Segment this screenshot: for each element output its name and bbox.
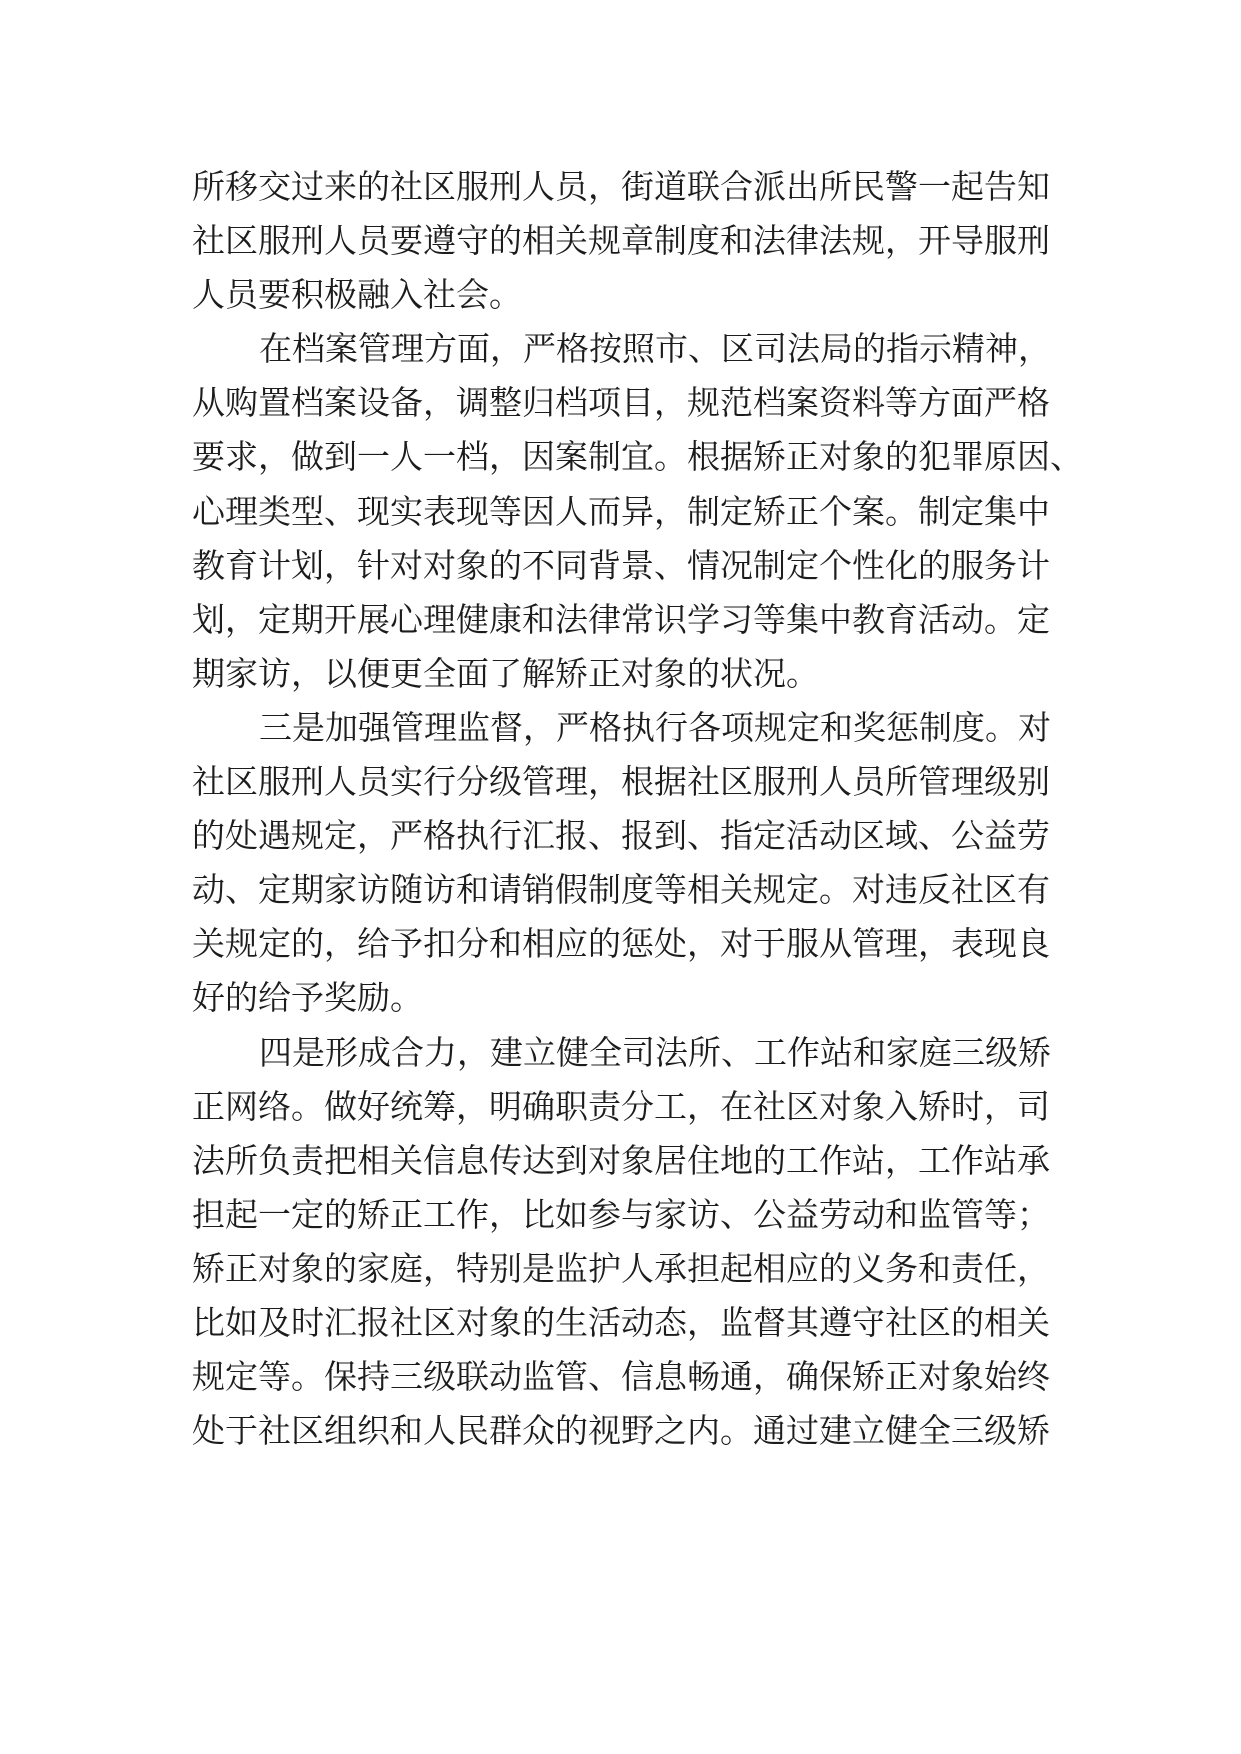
text-line: 人员要积极融入社会。 [192, 275, 522, 315]
text-line: 处于社区组织和人民群众的视野之内。通过建立健全三级矫 [192, 1411, 1050, 1451]
paragraph-3 [192, 701, 1051, 1026]
text-line: 教育计划，针对对象的不同背景、情况制定个性化的服务计 [192, 545, 1050, 585]
text-line: 所移交过来的社区服刑人员，街道联合派出所民警一起告知 [192, 167, 1050, 206]
text-line: 动、定期家访随访和请销假制度等相关规定。对违反社区有 [192, 870, 1050, 910]
text-line: 担起一定的矫正工作，比如参与家访、公益劳动和监管等； [192, 1194, 1050, 1234]
text-line: 社区服刑人员要遵守的相关规章制度和法律法规，开导服刑 [192, 221, 1050, 261]
text-line: 好的给予奖励。 [192, 978, 423, 1018]
text-line: 三是加强管理监督，严格执行各项规定和奖惩制度。对 [259, 707, 1051, 747]
text-line: 期家访，以便更全面了解矫正对象的状况。 [192, 653, 819, 693]
text-line: 正网络。做好统筹，明确职责分工，在社区对象入矫时，司 [192, 1086, 1050, 1126]
text-line: 关规定的，给予扣分和相应的惩处，对于服从管理，表现良 [192, 924, 1050, 964]
paragraph-2 [192, 322, 1083, 701]
text-line: 比如及时汇报社区对象的生活动态，监督其遵守社区的相关 [192, 1302, 1050, 1342]
text-line: 从购置档案设备，调整归档项目，规范档案资料等方面严格 [192, 383, 1050, 423]
text-line: 社区服刑人员实行分级管理，根据社区服刑人员所管理级别 [192, 762, 1050, 802]
paragraph-1 [192, 160, 1050, 322]
text-line: 矫正对象的家庭，特别是监护人承担起相应的义务和责任， [192, 1248, 1050, 1288]
text-line: 法所负责把相关信息传达到对象居住地的工作站，工作站承 [192, 1140, 1050, 1180]
body-text [192, 160, 1083, 1458]
text-line: 的处遇规定，严格执行汇报、报到、指定活动区域、公益劳 [192, 816, 1050, 856]
text-line: 要求，做到一人一档，因案制宜。根据矫正对象的犯罪原因、 [192, 437, 1083, 477]
text-line: 四是形成合力，建立健全司法所、工作站和家庭三级矫 [259, 1032, 1051, 1072]
paragraph-4 [192, 1026, 1051, 1459]
text-line: 规定等。保持三级联动监管、信息畅通，确保矫正对象始终 [192, 1357, 1050, 1397]
text-line: 心理类型、现实表现等因人而异，制定矫正个案。制定集中 [192, 491, 1050, 531]
text-line: 在档案管理方面，严格按照市、区司法局的指示精神， [259, 329, 1051, 369]
text-line: 划，定期开展心理健康和法律常识学习等集中教育活动。定 [192, 599, 1050, 639]
